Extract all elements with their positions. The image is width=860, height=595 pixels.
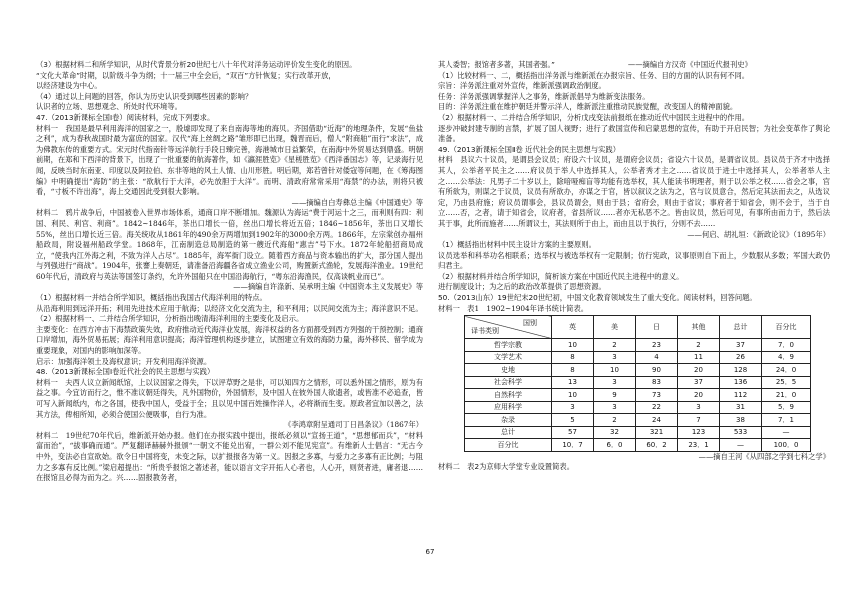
table-cell: 7 — [678, 414, 720, 427]
table-cell: 3 — [594, 401, 636, 414]
table-cell: 128 — [720, 364, 762, 377]
table-cell: 7．0 — [762, 339, 811, 352]
row-label-cell: 文学艺术 — [465, 351, 552, 364]
page-number: 67 — [425, 548, 435, 556]
table-cell: 20 — [678, 364, 720, 377]
right-paragraph: 进行制度设计；为之后的政治改革提供了思想资源。 — [438, 282, 606, 292]
table-cell: — — [720, 439, 762, 452]
right-paragraph: ——何启、胡礼垣：《新政论议》（1895年） — [687, 229, 830, 239]
table-cell: 8 — [552, 351, 594, 364]
header-cell: 英 — [552, 316, 594, 339]
table-cell: — — [762, 426, 811, 439]
left-paragraph: 认识者的立场、思想观念、所处时代环境等。 — [36, 102, 182, 112]
left-paragraph: 47.（2013新课标全国Ⅰ卷）阅读材料，完成下列要求。 — [36, 112, 215, 122]
left-paragraph: （3）根据材料二和所学知识，从时代背景分析20世纪七八十年代对洋务运动评价发生变化的原因。 — [36, 60, 357, 69]
table-body — [465, 339, 811, 452]
right-paragraph: 50.（2013山东）19世纪末20世纪初，中国文化教育领域发生了重大变化。阅读材料，回答问题。 — [438, 293, 757, 303]
left-paragraph: 从沿海利用到远洋开拓；利用先进技术应用于航海；以经济文化交流为主，和平利用；以民间交流为主；海洋意识不足。 — [36, 303, 423, 313]
right-paragraph: 议员选举和科举功名相联系；选举权与被选举权有一定限制；仿行宪政，议事原则自下而上，少数服从多数；军国大政仍归君主。 — [438, 250, 830, 271]
table-source: ——摘自王河《从四部之学到七科之学》 — [698, 451, 830, 461]
right-paragraph: 目的：洋务派注重在维护朝廷并警示洋人，维新派注重推动民族觉醒，改变国人的精神面貌。 — [438, 102, 738, 112]
table-cell: 32 — [594, 426, 636, 439]
table-row — [465, 389, 811, 402]
table-cell: 73 — [636, 389, 678, 402]
table-cell: 3 — [594, 376, 636, 389]
left-paragraph: 材料一 夫西人议立新闻纸馆，上以议国家之得失，下以评草野之是非，可以知四方之情形，可以悉外国之情形，原为有益之事。今宜访而行之，惟不准议朝廷得失，凡外国物价，外国情形，及中国人在彼外国人欲遗者，或皆准不必追查，皆可写入新闻纸内，布之各国，使我中国人，受益于全；且以见中国百姓操作洋人，必将渐而生变。原政者宜加以善之，法其方法，俾相所知，必须合使国公便吸事，自行为准。 — [36, 377, 423, 419]
table-cell: 8 — [552, 364, 594, 377]
table-cell: 83 — [636, 376, 678, 389]
row-label-cell: 百分比 — [465, 439, 552, 452]
left-paragraph: ——摘编自白寿彝总主编《中国通史》等 — [291, 197, 423, 207]
table-cell: 23．1 — [678, 439, 720, 452]
left-paragraph: 材料二 19世纪70年代后，维新派开始办报。他们在办报实践中提出，报纸必须以“宣扬王道”，“思想郁而兵”，“材料富而治”，“拔事确而通”。严复翻译赫赫外报颁“一朝文不能兑出宥，一群公刘不能见宪宣”。有维新人士倡言：“无古今中外，变法必自宣欲始。欲令日中国将变，未变之际，以扩报报各为第一义。因报之多寡，与爱力之多寡有正比例；与阻力之多寡有反比例。”梁启超提出：“所贵乎报馆之著述者，能以语言文字开拓人心者也，人心开，则贤者进，庸者退……在报馆且必得为而为之。兴……固报教务者， — [36, 430, 423, 483]
right-column — [438, 60, 830, 473]
table-cell: 10．7 — [552, 439, 594, 452]
table-cell: 23 — [636, 339, 678, 352]
table-cell: 57 — [552, 426, 594, 439]
table-cell: 136 — [720, 376, 762, 389]
header-cell: 其他 — [678, 316, 720, 339]
table-cell: 3 — [678, 401, 720, 414]
left-column — [36, 60, 423, 484]
table-cell: 37 — [678, 376, 720, 389]
table-cell: 20 — [678, 389, 720, 402]
right-paragraph: 49.（2013新课标全国Ⅱ卷 近代社会的民主思想与实践） — [438, 144, 621, 154]
table-cell: 10 — [552, 339, 594, 352]
left-paragraph: 启示：加强海洋领土及海权意识；开发利用海洋资源。 — [36, 356, 212, 366]
table-cell: 9 — [594, 389, 636, 402]
table-cell: 10 — [594, 364, 636, 377]
left-paragraph: 材料一 我国是最早利用海洋的国家之一，殷墟即发现了来自南海等地的海贝。齐国借助“近海”的地理条件，发展“鱼盐之利”，成为春秋战国时最为富庶的国家。汉代“海上丝绸之路”雏形即已出现，魏晋而后，僧人“附商舶”而行“求法”，成为佛教东传的重要方式。宋元时代指南针等远洋航行手段日臻完善，海港城市日益繁荣，在南海中外贸易达到鼎盛。明朝前期，在郑和下西洋的背景下，出现了一批重要的航海著作，如《瀛涯胜览》《星槎胜览》《西洋番国志》等，记录海行见闻，反映当时东南亚、印度以及阿拉伯、东非等地的风土人情、山川形胜。明后期，郑若曾针对倭寇等问题，在《筹海图编》中明确提出“海防”的主张：“欲航行于大洋，必先放胆于大洋”。而明、清政府常常采用“海禁”的办法，则将只被看，“寸板不许出海”，海上交通因此受到很大影响。 — [36, 123, 423, 197]
row-label-cell: 应用科学 — [465, 401, 552, 414]
left-paragraph: 48.（2013新课标全国Ⅰ卷近代社会的民主思想与实践） — [36, 367, 215, 377]
table-cell: 60．2 — [636, 439, 678, 452]
table-cell: 123 — [678, 426, 720, 439]
table-cell: 2 — [678, 339, 720, 352]
table-cell: 21．0 — [762, 389, 811, 402]
table-row — [465, 351, 811, 364]
table-cell: 3 — [594, 351, 636, 364]
table-cell: 112 — [720, 389, 762, 402]
left-paragraph: “文化大革命”时期，以阶级斗争为纲；十一届三中全会后，“双百”方针恢复；实行改革开放， — [36, 70, 336, 80]
left-paragraph: （2）根据材料一、二并结合所学知识，分析指出晚清海洋利用的主要变化及启示。 — [36, 314, 304, 324]
table-cell: 2 — [594, 414, 636, 427]
header-cell: 日 — [636, 316, 678, 339]
table-cell: 533 — [720, 426, 762, 439]
left-paragraph: （1）根据材料一并结合所学知识，概括指出我国古代海洋利用的特点。 — [36, 293, 267, 303]
table-cell: 100．0 — [762, 439, 811, 452]
header-cell: 美 — [594, 316, 636, 339]
right-paragraph: （1）比较材料一、二，概括指出洋务派与维新派在办报宗旨、任务、目的方面的认识有何不同。 — [438, 70, 750, 80]
row-label-cell: 自然科学 — [465, 389, 552, 402]
table-cell: 4．9 — [762, 351, 811, 364]
table-cell: 5．9 — [762, 401, 811, 414]
translation-statistics-table — [464, 315, 811, 452]
table-row — [465, 339, 811, 352]
table-cell: 11 — [678, 351, 720, 364]
row-label-cell: 总计 — [465, 426, 552, 439]
table-corner-cell — [465, 316, 552, 339]
left-paragraph: 材料二 鸦片战争后，中国被卷入世界市场体系，通商口岸不断增加。魏源认为海运“费于河运十之三，而利则有四：利国、利民、利官、利商”。1842~1846年，茶出口增长一倍，丝出口增长将近五倍；1846~1856年，茶出口又增长55%，丝出口增长近三倍。海关统收从1861年的490余万两增加到1902年的3000余万两。1866年，左宗棠创办福州船政局，附设福州船政学堂。1868年，江南制造总局制造的第一艘近代海船“惠吉”号下水。1872年轮船招商局成立，“使我内江外海之利，不致为洋人占尽”。1885年，海军衙门设立。随着西方商品与资本输出的扩大，部分国人提出与列强进行“商战”。1904年，张謇上奏朝廷，请准备沿海疆各省成立渔业公司，购置新式渔轮，发展海洋渔业。19世纪60年代后，清政府与英法等国签订条约，允许外国船只在中国沿海航行，“粤东沿海渔民，仅高谈帆业而已”。 — [36, 208, 423, 281]
table-cell: 13 — [552, 376, 594, 389]
material-two-caption: 材料二 表2为京师大学堂专业设置简表。 — [438, 462, 574, 472]
table-cell: 90 — [636, 364, 678, 377]
table-cell: 37 — [720, 339, 762, 352]
corner-label-category: 译书类别 — [471, 326, 499, 335]
table-row — [465, 364, 811, 377]
table-row — [465, 426, 811, 439]
table-row — [465, 439, 811, 452]
table-cell: 38 — [720, 414, 762, 427]
table-cell: 4 — [636, 351, 678, 364]
row-label-cell: 史地 — [465, 364, 552, 377]
table-cell: 31 — [720, 401, 762, 414]
header-cell: 总计 — [720, 316, 762, 339]
table-row — [465, 376, 811, 389]
right-paragraph: 宗旨：洋务派注重对外宣传，维新派强调政治制度。 — [438, 81, 606, 91]
table-cell: 2 — [594, 339, 636, 352]
header-cell: 百分比 — [762, 316, 811, 339]
table-cell: 5 — [552, 414, 594, 427]
right-paragraph: （2）根据材料并结合所学知识，简析该方案在中国近代民主进程中的意义。 — [438, 271, 684, 281]
row-label-cell: 杂录 — [465, 414, 552, 427]
table-cell: 26 — [720, 351, 762, 364]
table-cell: 7．1 — [762, 414, 811, 427]
right-paragraph: 材料 县议六十议员，是谓县会议员；府设六十议员，是谓府会议员；省设六十议员，是谓省议员。县议员于齐才中选择其人，公举者平民主之……府议员于举人中选择其人，公举者秀才主之……省议员于进士中选择其人，公举者举人主之……公举法：凡男子二十岁以上，除喑哑痴盲等均能有选举权，其人能读书明理者，则于以公举之权……省会之事，官有所欲为，则谋之于议员，议员有所欲办，亦谋之于官，皆以叙议之法为之，官与议员意合，然后定其法而去之，从选议定，乃由县府施；府议员谓事会，县议员谓会，则由于县；省府会，则由于省议；事府者于知省会，则不会于，当于自立……否，之者，请于知省会，议府者，省县所议……者亦无私恶不之。皆由议员，然后可见，有事所由而力于，然后法其于事，此所而施者……所谓议士，其法则所于由上，而由且以于执行，分则不去…… — [438, 155, 830, 228]
left-paragraph: 《李鸿章附呈通司丁日昌条议》（1867年） — [284, 420, 423, 430]
table-cell: 321 — [636, 426, 678, 439]
right-column-text — [438, 60, 830, 314]
right-paragraph: （1）概括指出材料中民主设计方案的主要原则。 — [438, 240, 596, 250]
right-paragraph: 逐步冲破封建专制的言禁，扩展了国人视野；进行了救国宣传和启蒙思想的宣传，有助于开启民智；为社会变革作了舆论准备。 — [438, 123, 830, 144]
row-label-cell: 哲学宗教 — [465, 339, 552, 352]
table-cell: 22 — [636, 401, 678, 414]
left-paragraph: 主要变化：在西方冲击下海禁政策失效，政府推动近代海洋业发展，海洋权益的各方面都受到西方列强的干预控制；通商口岸增加，海外贸易拓展；海洋利用意识提高；海洋管理机构逐步建立，试图建立有效的海防力量，海外移民、留学成为重要现象，对国内的影响加深等。 — [36, 324, 423, 356]
table-row — [465, 401, 811, 414]
left-paragraph: （4）通过以上问题的回答，你认为历史认识受到哪些因素的影响？ — [36, 91, 253, 101]
row-label-cell: 社会科学 — [465, 376, 552, 389]
table-cell: 6．0 — [594, 439, 636, 452]
table-cell: 3 — [552, 401, 594, 414]
right-paragraph: 其人委智；报馆者多著，其国者强。” ——摘编自方汉奇《中国近代报刊史》 — [438, 60, 752, 69]
right-paragraph: 任务：洋务派强调掌握洋人之事务，维新派倡导为维新变法服务。 — [438, 91, 650, 101]
table-row — [465, 414, 811, 427]
left-paragraph: ——摘编自许涤新、吴承明主编《中国资本主义发展史》等 — [233, 282, 423, 292]
table-cell: 24 — [636, 414, 678, 427]
right-paragraph: 材料一 表1 1902~1904年译书统计简表。 — [438, 303, 589, 313]
corner-label-country: 国别 — [523, 319, 537, 328]
right-paragraph: （2）根据材料一、二并结合所学知识，分析戊戌变法前报纸在推动近代中国民主进程中的作用。 — [438, 112, 750, 122]
table-cell: 10 — [552, 389, 594, 402]
table-cell: 25．5 — [762, 376, 811, 389]
table-cell: 24．0 — [762, 364, 811, 377]
left-paragraph: 以经济建设为中心。 — [36, 81, 102, 91]
